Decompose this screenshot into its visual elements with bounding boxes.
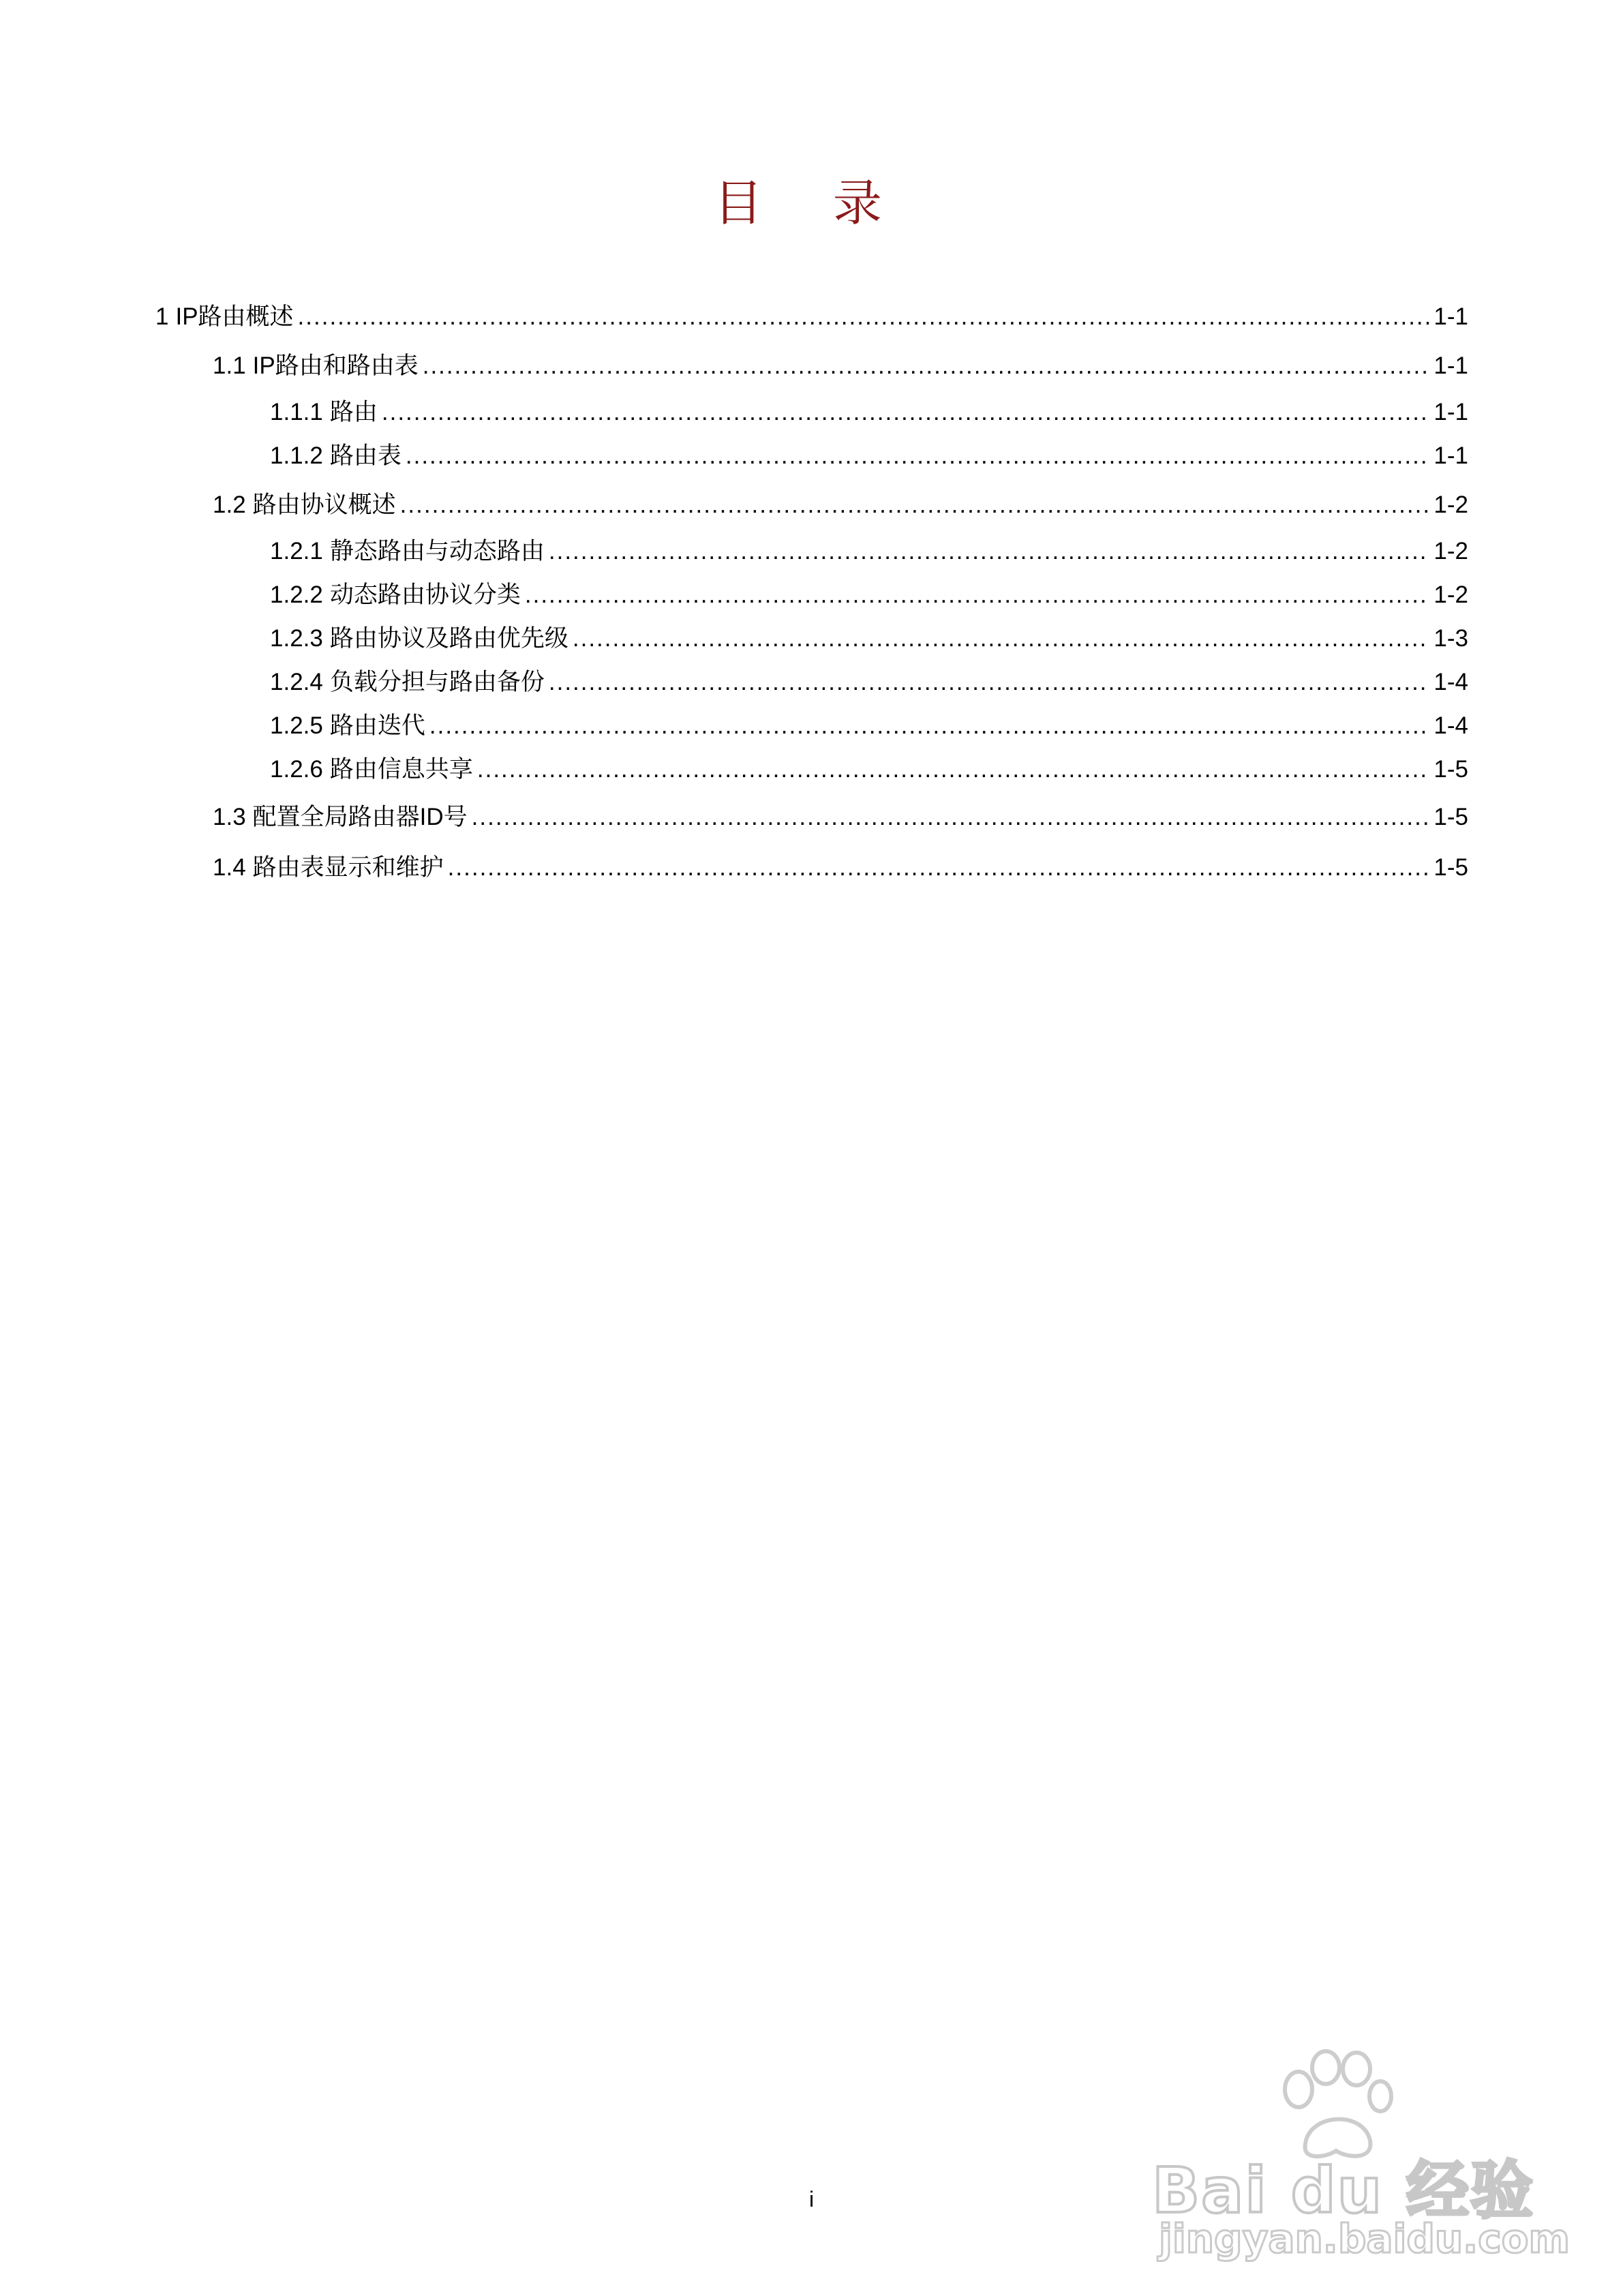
dot-leader [382, 395, 1430, 429]
dot-leader [406, 439, 1430, 473]
toc-entry-page: 1-5 [1434, 756, 1468, 783]
baidu-jingyan-watermark [1152, 2038, 1570, 2263]
toc-entry-label: 路由表 [329, 442, 401, 469]
watermark-brand: Bai du 经验 [1152, 2154, 1535, 2227]
dot-leader [423, 349, 1430, 383]
toc-entry-page: 1-2 [1434, 538, 1468, 564]
dot-leader [472, 800, 1430, 834]
toc-entry-label: 负载分担与路由备份 [329, 669, 545, 695]
toc-entry[interactable] [270, 534, 1468, 569]
toc-entry-label: 路由迭代 [329, 712, 425, 739]
toc-entry-number: 1.1.1 [270, 399, 323, 425]
toc-entry-page: 1-1 [1434, 399, 1468, 425]
toc-entry-page: 1-2 [1434, 581, 1468, 608]
toc-entry-label: 路由协议及路由优先级 [329, 625, 568, 652]
toc-entry-number: 1 [155, 303, 169, 330]
toc-entry-number: 1.3 [213, 804, 246, 830]
dot-leader [400, 488, 1430, 522]
toc-entry-number: 1.2.3 [270, 625, 323, 652]
toc-entry[interactable] [155, 300, 1468, 334]
toc-entry[interactable] [270, 709, 1468, 743]
toc-entry[interactable] [270, 395, 1468, 429]
toc-entry-page: 1-5 [1434, 854, 1468, 881]
toc-entry-page: 1-4 [1434, 712, 1468, 739]
toc-entry[interactable] [213, 800, 1468, 834]
toc-entry-page: 1-4 [1434, 669, 1468, 695]
toc-entry-page: 1-1 [1434, 303, 1468, 330]
toc-entry-number: 1.2.5 [270, 712, 323, 739]
dot-leader [549, 534, 1430, 569]
toc-entry-label: 动态路由协议分类 [329, 581, 521, 608]
toc-entry[interactable] [213, 349, 1468, 383]
toc-title: 目 录 [714, 175, 909, 232]
toc-entry-label: IP路由概述 [175, 303, 294, 330]
toc-entry-label: 路由协议概述 [252, 492, 396, 518]
toc-entry-page: 1-3 [1434, 625, 1468, 652]
toc-entry-number: 1.1 [213, 352, 246, 379]
toc-entry-page: 1-2 [1434, 492, 1468, 518]
toc-entry[interactable] [270, 622, 1468, 656]
toc-entry[interactable] [270, 439, 1468, 473]
toc-entry-page: 1-1 [1434, 352, 1468, 379]
dot-leader [448, 851, 1430, 885]
toc-entry-number: 1.2 [213, 492, 246, 518]
toc-entry-label: 路由表显示和维护 [252, 854, 444, 881]
page-number: i [808, 2187, 815, 2211]
toc-entry-page: 1-1 [1434, 442, 1468, 469]
toc-entry-number: 1.2.6 [270, 756, 323, 783]
dot-leader [525, 578, 1430, 612]
toc-entry[interactable] [270, 665, 1468, 699]
toc-entry-number: 1.2.1 [270, 538, 323, 564]
toc-entry[interactable] [270, 753, 1468, 787]
toc-entry-page: 1-5 [1434, 804, 1468, 830]
toc-entry[interactable] [213, 488, 1468, 522]
toc-entry-number: 1.2.4 [270, 669, 323, 695]
watermark-url: jingyan.baidu.com [1159, 2216, 1570, 2262]
toc-entry-number: 1.4 [213, 854, 246, 881]
dot-leader [477, 753, 1430, 787]
dot-leader [298, 300, 1430, 334]
toc-entry-label: 路由信息共享 [329, 756, 473, 783]
toc-entry[interactable] [270, 578, 1468, 612]
toc-entry-label: IP路由和路由表 [252, 352, 419, 379]
dot-leader [429, 709, 1430, 743]
toc-entry-number: 1.1.2 [270, 442, 323, 469]
dot-leader [573, 622, 1430, 656]
toc-entry-label: 配置全局路由器ID号 [252, 804, 468, 830]
toc-entry-label: 路由 [329, 399, 378, 425]
toc-entry[interactable] [213, 851, 1468, 885]
toc-entry-label: 静态路由与动态路由 [329, 538, 545, 564]
dot-leader [549, 665, 1430, 699]
toc-entry-number: 1.2.2 [270, 581, 323, 608]
